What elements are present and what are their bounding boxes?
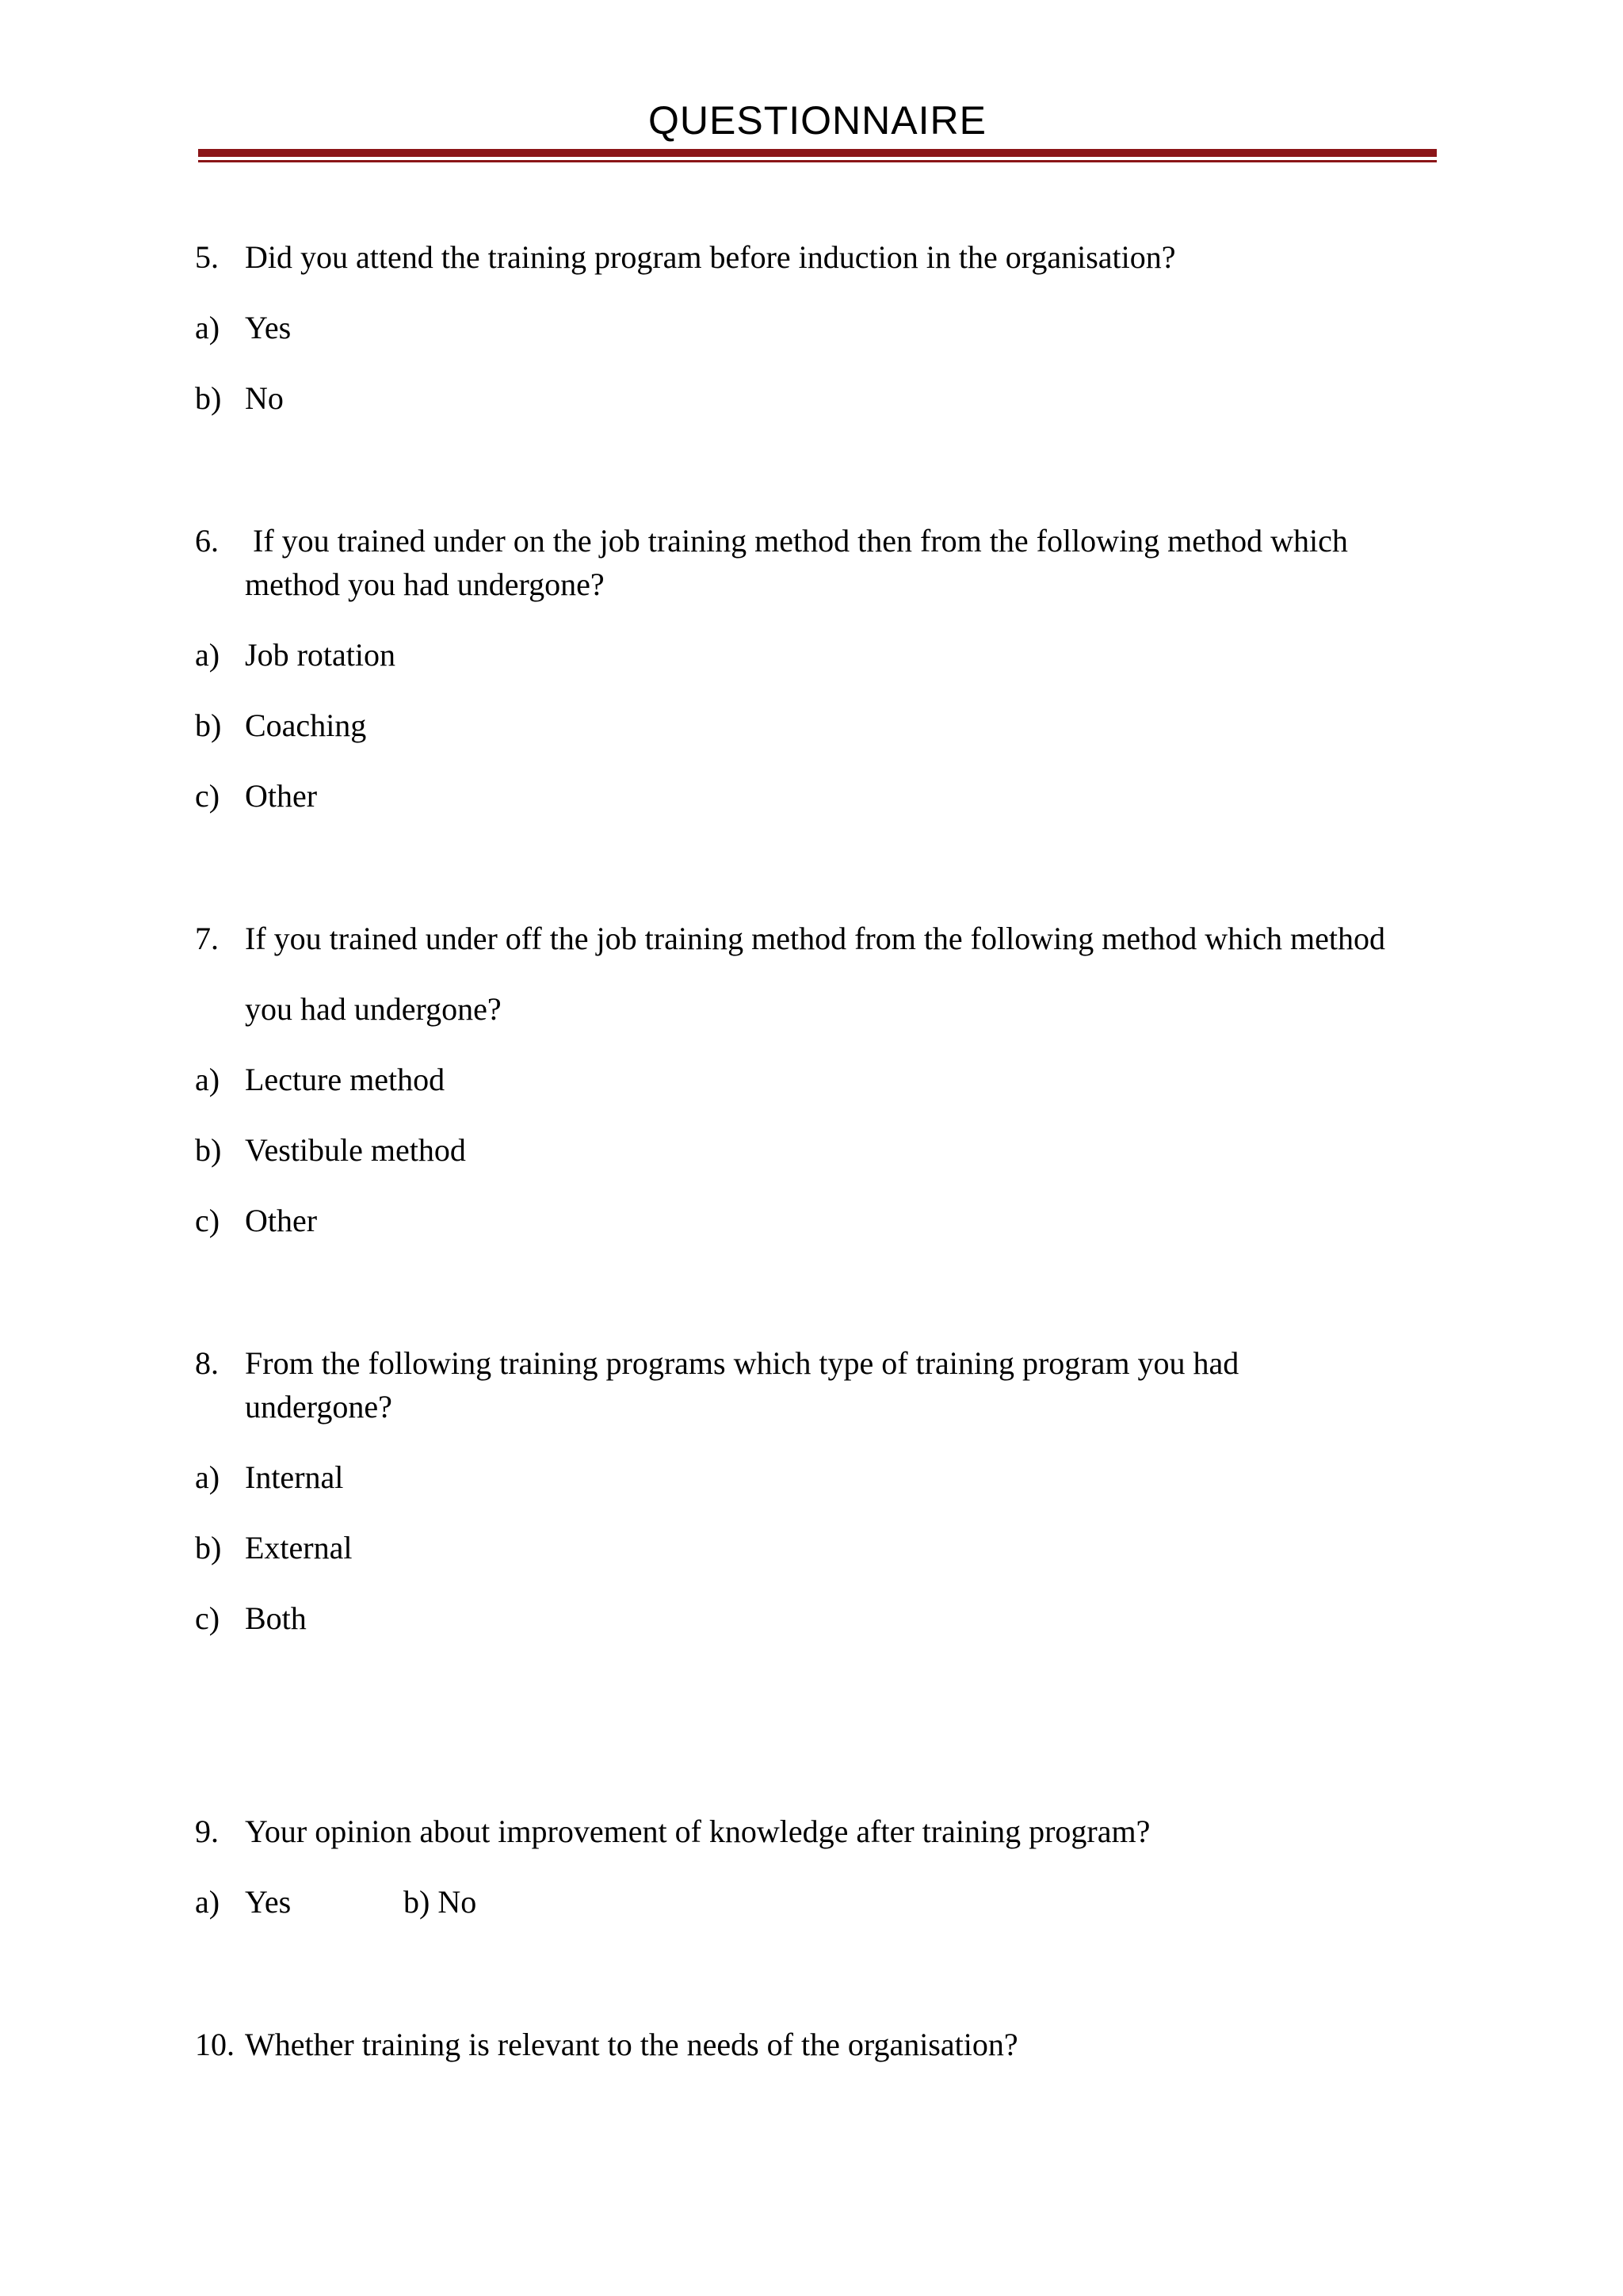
question-number: 7. <box>195 921 219 956</box>
option-marker: a) <box>195 310 220 345</box>
option-label: External <box>245 1530 353 1566</box>
option-marker: b) <box>195 380 222 416</box>
page-header <box>198 97 1437 144</box>
option-label: Coaching <box>245 707 367 743</box>
option-label: Other <box>245 1203 318 1238</box>
option-marker: b) <box>195 1530 222 1566</box>
question-text-continued: method you had undergone? <box>245 566 605 602</box>
question-text: Whether training is relevant to the needs of the organisation? <box>245 2027 1018 2062</box>
option-label: Vestibule method <box>245 1132 466 1168</box>
option-label: Yes <box>245 310 292 345</box>
option-label: Lecture method <box>245 1062 445 1097</box>
question-text: Did you attend the training program before induction in the organisation? <box>245 239 1176 275</box>
option-label: Other <box>245 778 318 814</box>
option-marker: c) <box>195 1203 220 1238</box>
header-rule-thin <box>198 160 1437 162</box>
question-text-continued: undergone? <box>245 1389 392 1425</box>
question-text: Your opinion about improvement of knowledge after training program? <box>245 1814 1151 1849</box>
option-marker: a) <box>195 637 220 673</box>
question-number: 8. <box>195 1345 219 1381</box>
option-marker: c) <box>195 1600 220 1636</box>
question-number: 6. <box>195 523 219 559</box>
question-text: If you trained under on the job training method then from the following method which <box>245 523 1348 559</box>
question-text-continued: you had undergone? <box>245 991 502 1027</box>
header-rule-thick <box>198 149 1437 157</box>
option-label: Yes <box>245 1884 292 1920</box>
question-text: If you trained under off the job training method from the following method which method <box>245 921 1385 956</box>
question-text: From the following training programs which type of training program you had <box>245 1345 1239 1381</box>
option-label: No <box>245 380 284 416</box>
question-number: 5. <box>195 239 219 275</box>
question-number: 9. <box>195 1814 219 1849</box>
option-marker: b) <box>195 707 222 743</box>
option-label-inline: b) No <box>403 1884 477 1920</box>
option-marker: a) <box>195 1459 220 1495</box>
option-label: Both <box>245 1600 307 1636</box>
option-label: Job rotation <box>245 637 395 673</box>
option-marker: b) <box>195 1132 222 1168</box>
question-number: 10. <box>195 2027 235 2062</box>
option-marker: a) <box>195 1884 220 1920</box>
page-title: QUESTIONNAIRE <box>648 98 987 143</box>
option-marker: a) <box>195 1062 220 1097</box>
option-label: Internal <box>245 1459 344 1495</box>
option-marker: c) <box>195 778 220 814</box>
